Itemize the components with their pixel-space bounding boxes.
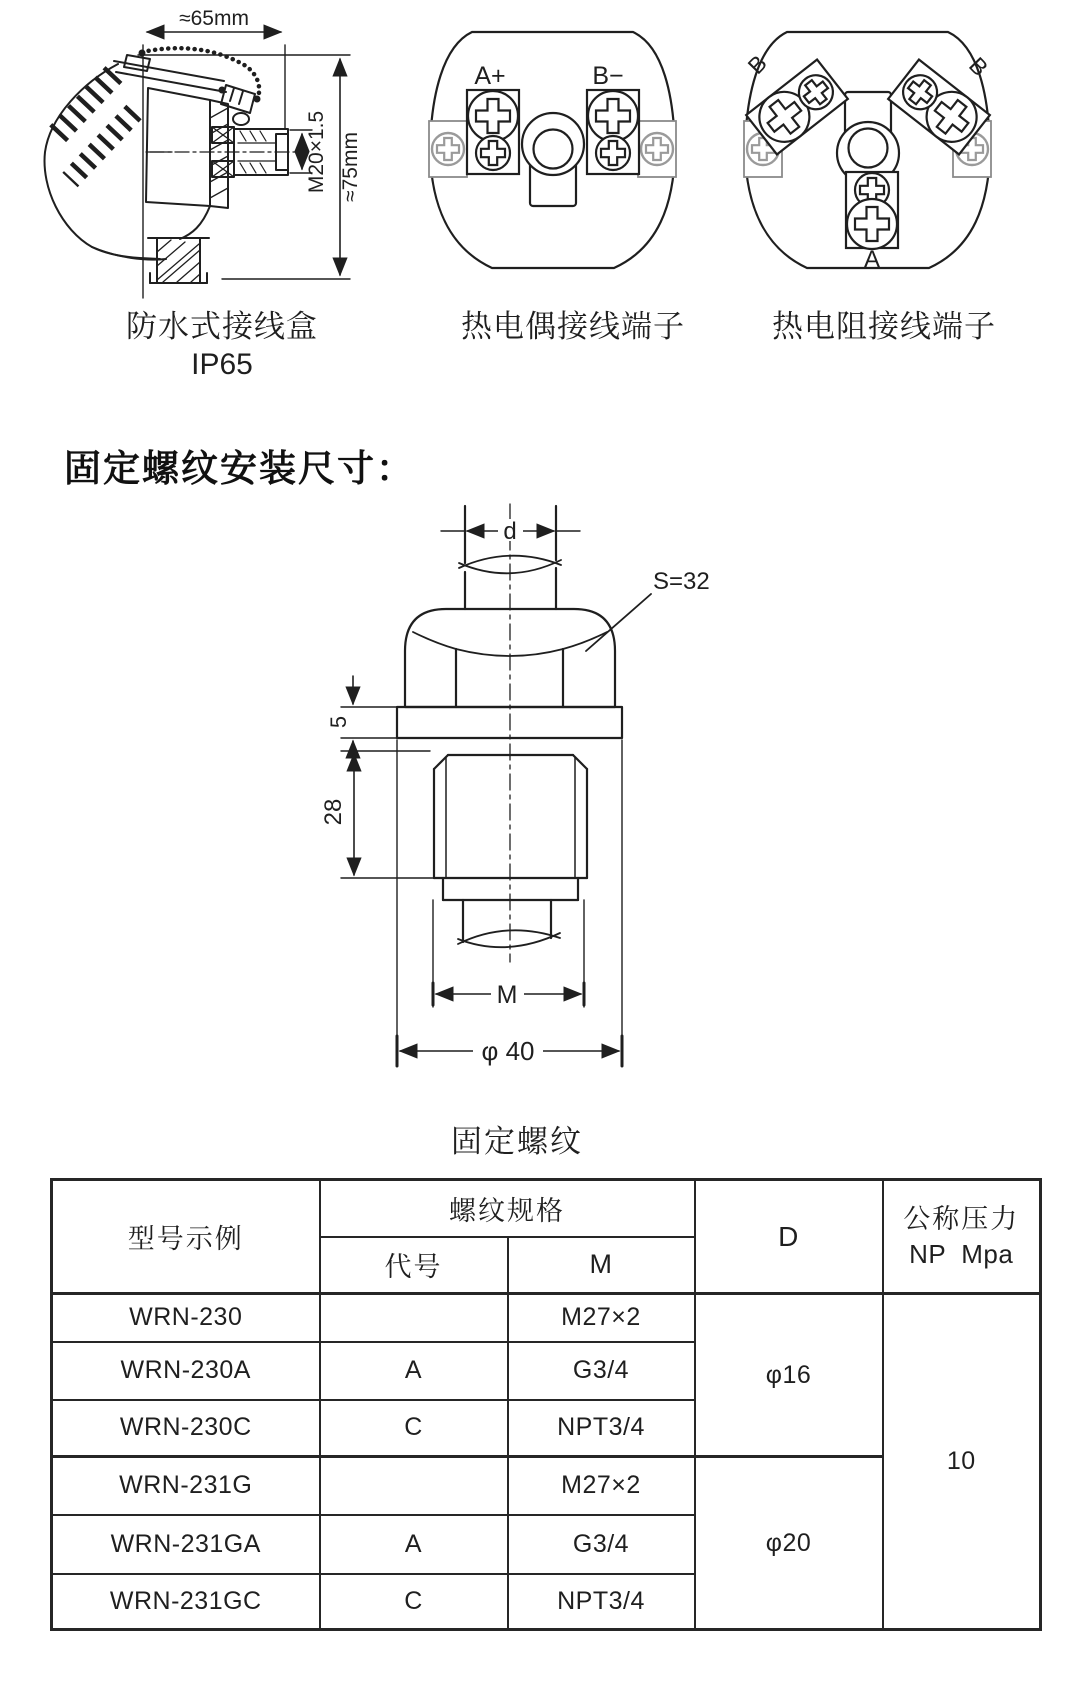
model-cell: WRN-230C [52, 1400, 320, 1457]
model-cell: WRN-231GC [52, 1574, 320, 1630]
thermocouple-caption: 热电偶接线端子 [461, 309, 685, 344]
dim-width-label: ≈65mm [179, 7, 249, 30]
table-header-row-1 [52, 1180, 1041, 1237]
terminal-a-label: A [863, 246, 881, 273]
ip65-rating: IP65 [191, 348, 253, 381]
m-cell: M27×2 [508, 1294, 695, 1342]
m-cell: NPT3/4 [508, 1400, 695, 1457]
section-heading: 固定螺纹安装尺寸： [64, 448, 415, 489]
model-cell: WRN-230 [52, 1294, 320, 1342]
dim-5-label: 5 [326, 715, 351, 729]
terminal-b-minus-label: B− [592, 62, 624, 90]
code-cell: C [320, 1574, 508, 1630]
header-code: 代号 [320, 1237, 508, 1294]
table-row [52, 1294, 1041, 1342]
header-thread-spec: 螺纹规格 [320, 1180, 695, 1237]
d-value-cell: φ16 [695, 1294, 883, 1457]
dim-d-label: d [503, 518, 517, 545]
dim-s32-label: S=32 [653, 568, 710, 595]
m-cell: G3/4 [508, 1342, 695, 1400]
model-cell: WRN-230A [52, 1342, 320, 1400]
header-d: D [695, 1180, 883, 1294]
junction-box-caption: 防水式接线盒 [126, 309, 318, 344]
model-cell: WRN-231G [52, 1457, 320, 1515]
header-pressure-line2: NP Mpa [909, 1239, 1014, 1270]
rtd-terminal-figure [744, 32, 994, 268]
spec-table [50, 1178, 1042, 1631]
rtd-caption: 热电阻接线端子 [772, 309, 996, 344]
m-cell: G3/4 [508, 1515, 695, 1574]
code-cell: C [320, 1400, 508, 1457]
code-cell: A [320, 1342, 508, 1400]
d-value-cell: φ20 [695, 1457, 883, 1630]
fixed-thread-drawing [320, 495, 720, 1075]
terminal-a-plus-label: A+ [474, 62, 506, 90]
header-pressure-line1: 公称压力 [903, 1203, 1020, 1234]
dim-thread-label: M20×1.5 [305, 110, 328, 194]
code-cell [320, 1294, 508, 1342]
m-cell: M27×2 [508, 1457, 695, 1515]
thread-figure-caption: 固定螺纹 [451, 1124, 583, 1159]
terminal-b-left-label: B [742, 49, 772, 79]
dim-28-label: 28 [320, 798, 347, 826]
terminal-b-right-label: B [964, 51, 994, 81]
code-cell: A [320, 1515, 508, 1574]
dim-m-label: M [496, 981, 518, 1009]
header-m: M [508, 1237, 695, 1294]
header-model: 型号示例 [52, 1180, 320, 1294]
m-cell: NPT3/4 [508, 1574, 695, 1630]
code-cell [320, 1457, 508, 1515]
pressure-value-cell: 10 [883, 1294, 1041, 1630]
dim-height-label: ≈75mm [339, 132, 362, 202]
dim-phi40-label: φ 40 [481, 1036, 535, 1066]
header-pressure [883, 1180, 1041, 1294]
model-cell: WRN-231GA [52, 1515, 320, 1574]
thermocouple-terminal-figure [429, 32, 676, 268]
